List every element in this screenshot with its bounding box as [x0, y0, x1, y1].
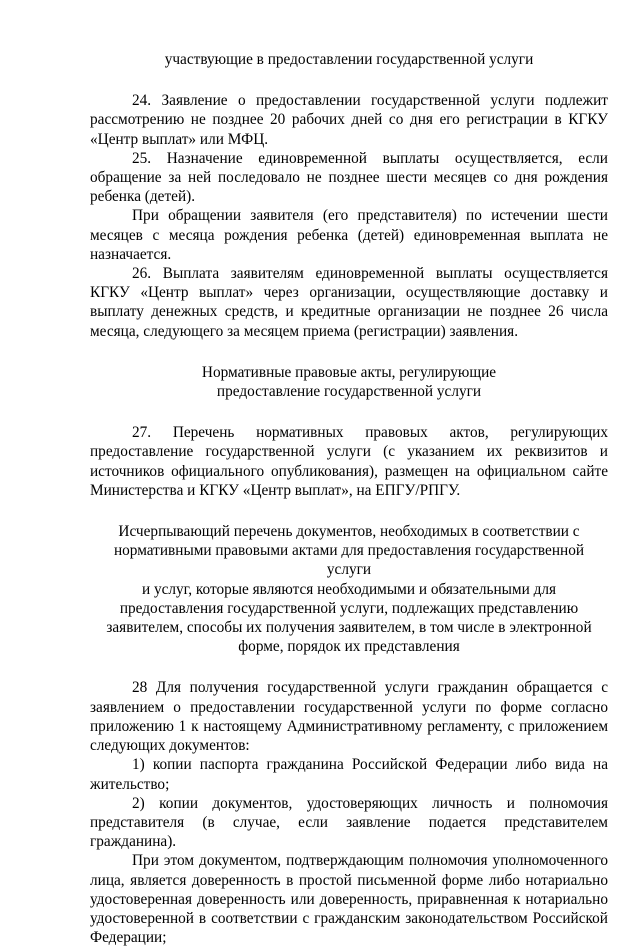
section-heading-3-line5: заявителем, способы их получения заявителем, в том числе в электронной: [106, 619, 592, 637]
list-item-1: 1) копии паспорта гражданина Российской Федерации либо вида на жительство;: [90, 756, 608, 793]
paragraph-25: 25. Назначение единовременной выплаты осуществляется, если обращение за ней последовало не позднее шести месяцев со дня рождения ребенка (детей).: [90, 149, 608, 206]
section-heading-2-line1: Нормативные правовые акты, регулирующие: [201, 363, 497, 381]
document-page: [90, 50, 608, 947]
section-heading: участвующие в предоставлении государственной услуги: [164, 51, 534, 68]
section-heading-3-line1: Исчерпывающий перечень документов, необходимых в соответствии с: [118, 523, 580, 541]
paragraph-28: 28 Для получения государственной услуги гражданин обращается с заявлением о предоставлении государственной услуги по форме согласно приложению 1 к настоящему Административному регламенту, с приложением следующих документов:: [90, 679, 608, 755]
paragraph-26: 26. Выплата заявителям единовременной выплаты осуществляется КГКУ «Центр выплат» через организации, осуществляющие доставку и выплату денежных средств, и кредитные организации не позднее 26 числа месяца, следующего за месяцем приема (регистрации) заявления.: [90, 265, 608, 340]
section-heading-2-line2: предоставление государственной услуги: [216, 383, 482, 401]
spacer: [90, 500, 608, 522]
section-heading-3-line2: нормативными правовыми актами для предоставления государственной услуги: [113, 542, 585, 579]
paragraph-27: 27. Перечень нормативных правовых актов, регулирующих предоставление государственной услуги (с указанием их реквизитов и источников официального опубликования), размещен на официальном сайте Министерства и КГКУ «Центр выплат», на ЕПГУ/РПГУ.: [90, 424, 608, 499]
section-heading-3-line3: и услуг, которые являются необходимыми и обязательными для: [141, 580, 557, 598]
list-item-2: 2) копии документов, удостоверяющих личность и полномочия представителя (в случае, если заявление подается представителем гражданина).: [90, 794, 608, 851]
spacer: [90, 69, 608, 91]
paragraph-24: 24. Заявление о предоставлении государственной услуги подлежит рассмотрению не позднее 20 рабочих дней со дня его регистрации в КГКУ «Центр выплат» или МФЦ.: [90, 92, 608, 148]
paragraph-28b: При этом документом, подтверждающим полномочия уполномоченного лица, является доверенность в простой письменной форме либо нотариально удостоверенная доверенность или доверенность, приравненная к нотариально удостоверенной в соответствии с гражданским законодательством Российской Федерации;: [90, 852, 608, 947]
spacer: [90, 341, 608, 363]
paragraph-25b: При обращении заявителя (его представителя) по истечении шести месяцев с месяца рождения ребенка (детей) единовременная выплата не назначается.: [90, 207, 608, 263]
spacer: [90, 401, 608, 423]
spacer: [90, 656, 608, 678]
section-heading-3-line4: предоставления государственной услуги, подлежащих представлению: [119, 599, 579, 617]
section-heading-3-line6: форме, порядок их представления: [238, 638, 460, 656]
